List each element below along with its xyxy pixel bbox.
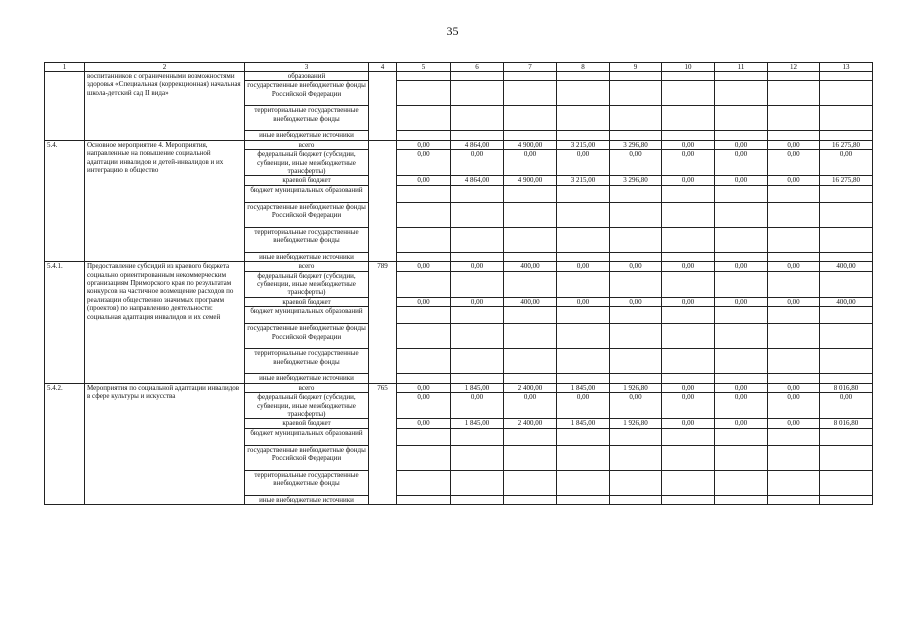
value-cell: [662, 227, 715, 252]
value-cell: [504, 271, 557, 297]
value-cell: [715, 445, 768, 470]
funding-source-cell: бюджет муниципальных образований: [245, 428, 369, 445]
value-cell: 0,00: [662, 176, 715, 185]
value-cell: 0,00: [715, 393, 768, 419]
funding-source-cell: государственные внебюджетные фонды Российской Федерации: [245, 324, 369, 349]
value-cell: [715, 81, 768, 106]
value-cell: 3 215,00: [557, 176, 610, 185]
funding-source-cell: бюджет муниципальных образований: [245, 307, 369, 324]
value-cell: 0,00: [768, 140, 820, 149]
value-cell: [557, 470, 610, 495]
funding-source-cell: федеральный бюджет (субсидии, субвенции, иные межбюджетные трансферты): [245, 150, 369, 176]
table-row: [45, 72, 873, 81]
value-cell: [451, 470, 504, 495]
value-cell: [662, 428, 715, 445]
column-number-header: 9: [610, 63, 662, 72]
funding-source-cell: краевой бюджет: [245, 297, 369, 306]
value-cell: 16 275,80: [820, 140, 873, 149]
row-description-cell: Мероприятия по социальной адаптации инвалидов в сфере культуры и искусства: [85, 383, 245, 504]
value-cell: 0,00: [768, 383, 820, 392]
value-cell: [397, 374, 451, 383]
value-cell: [451, 252, 504, 261]
funding-source-cell: государственные внебюджетные фонды Российской Федерации: [245, 81, 369, 106]
value-cell: [820, 81, 873, 106]
value-cell: 0,00: [397, 140, 451, 149]
value-cell: [397, 470, 451, 495]
value-cell: [610, 81, 662, 106]
value-cell: [451, 202, 504, 227]
value-cell: [504, 202, 557, 227]
value-cell: [451, 349, 504, 374]
value-cell: 0,00: [820, 150, 873, 176]
value-cell: [557, 106, 610, 131]
value-cell: 0,00: [504, 150, 557, 176]
column-number-header: 3: [245, 63, 369, 72]
value-cell: 1 845,00: [557, 419, 610, 428]
value-cell: [504, 470, 557, 495]
value-cell: [768, 324, 820, 349]
value-cell: [715, 324, 768, 349]
value-cell: 0,00: [715, 419, 768, 428]
value-cell: [557, 271, 610, 297]
column-number-header: 6: [451, 63, 504, 72]
table-row: [45, 140, 873, 149]
value-cell: [610, 131, 662, 140]
value-cell: 0,00: [662, 150, 715, 176]
value-cell: [662, 307, 715, 324]
value-cell: [610, 324, 662, 349]
value-cell: 3 296,80: [610, 176, 662, 185]
value-cell: [662, 445, 715, 470]
value-cell: [557, 495, 610, 504]
value-cell: [768, 252, 820, 261]
row-code-cell: 5.4.2.: [45, 383, 85, 504]
value-cell: [715, 227, 768, 252]
value-cell: [397, 202, 451, 227]
value-cell: [768, 131, 820, 140]
value-cell: [451, 307, 504, 324]
value-cell: [610, 470, 662, 495]
row-code-cell: 5.4.: [45, 140, 85, 261]
table-row: [45, 383, 873, 392]
value-cell: 0,00: [557, 150, 610, 176]
value-cell: 1 845,00: [451, 383, 504, 392]
value-cell: [715, 106, 768, 131]
column-number-header: 1: [45, 63, 85, 72]
value-cell: [715, 185, 768, 202]
value-cell: [715, 252, 768, 261]
value-cell: [610, 445, 662, 470]
value-cell: [397, 495, 451, 504]
value-cell: [820, 131, 873, 140]
value-cell: [768, 428, 820, 445]
funding-source-cell: территориальные государственные внебюджетные фонды: [245, 349, 369, 374]
value-cell: [820, 271, 873, 297]
column-number-header: 13: [820, 63, 873, 72]
value-cell: 0,00: [397, 176, 451, 185]
value-cell: [662, 202, 715, 227]
value-cell: [768, 202, 820, 227]
value-cell: [504, 252, 557, 261]
value-cell: 2 400,00: [504, 419, 557, 428]
value-cell: 0,00: [768, 419, 820, 428]
value-cell: 0,00: [662, 297, 715, 306]
funding-source-cell: всего: [245, 140, 369, 149]
value-cell: [662, 324, 715, 349]
value-cell: [557, 349, 610, 374]
value-cell: 0,00: [610, 393, 662, 419]
value-cell: [820, 307, 873, 324]
value-cell: 0,00: [662, 140, 715, 149]
funding-source-cell: всего: [245, 262, 369, 271]
value-cell: 4 864,00: [451, 140, 504, 149]
column-number-header: 12: [768, 63, 820, 72]
value-cell: [610, 495, 662, 504]
value-cell: 0,00: [557, 393, 610, 419]
grbs-cell: 765: [369, 383, 397, 504]
value-cell: [504, 131, 557, 140]
value-cell: 400,00: [820, 262, 873, 271]
value-cell: 0,00: [662, 262, 715, 271]
grbs-cell: 789: [369, 262, 397, 383]
column-number-row: [45, 63, 873, 72]
funding-source-cell: иные внебюджетные источники: [245, 252, 369, 261]
value-cell: 0,00: [715, 297, 768, 306]
value-cell: [715, 470, 768, 495]
value-cell: [504, 185, 557, 202]
value-cell: [397, 252, 451, 261]
value-cell: 0,00: [715, 383, 768, 392]
value-cell: [715, 349, 768, 374]
value-cell: [662, 252, 715, 261]
value-cell: [820, 428, 873, 445]
value-cell: [557, 324, 610, 349]
value-cell: [557, 202, 610, 227]
value-cell: [662, 271, 715, 297]
value-cell: [768, 374, 820, 383]
value-cell: [820, 445, 873, 470]
value-cell: 0,00: [768, 393, 820, 419]
value-cell: [504, 495, 557, 504]
value-cell: 0,00: [715, 176, 768, 185]
funding-source-cell: федеральный бюджет (субсидии, субвенции, иные межбюджетные трансферты): [245, 393, 369, 419]
value-cell: [557, 72, 610, 81]
value-cell: 0,00: [397, 297, 451, 306]
value-cell: [715, 428, 768, 445]
row-description-cell: воспитанников с ограниченными возможностями здоровья «Специальная (коррекционная) начальная школа-детский сад II вида»: [85, 72, 245, 141]
value-cell: [610, 349, 662, 374]
funding-source-cell: всего: [245, 383, 369, 392]
funding-source-cell: государственные внебюджетные фонды Российской Федерации: [245, 445, 369, 470]
value-cell: 400,00: [504, 262, 557, 271]
value-cell: [557, 428, 610, 445]
funding-source-cell: территориальные государственные внебюджетные фонды: [245, 227, 369, 252]
column-number-header: 8: [557, 63, 610, 72]
value-cell: 0,00: [820, 393, 873, 419]
value-cell: 0,00: [610, 262, 662, 271]
value-cell: 3 296,80: [610, 140, 662, 149]
value-cell: [397, 106, 451, 131]
value-cell: [557, 185, 610, 202]
value-cell: [504, 324, 557, 349]
value-cell: [557, 307, 610, 324]
value-cell: [662, 81, 715, 106]
value-cell: 0,00: [610, 297, 662, 306]
value-cell: [820, 185, 873, 202]
row-description-cell: Предоставление субсидий из краевого бюджета социально ориентированным некоммерческим организациям Приморского края по результатам конкурсов на частичное возмещение расходов по реализации общественно значимых программ (проектов) по направлению деятельности: социальная адаптация инвалидов и их семей: [85, 262, 245, 383]
value-cell: [768, 81, 820, 106]
value-cell: [557, 374, 610, 383]
value-cell: [504, 349, 557, 374]
value-cell: 0,00: [504, 393, 557, 419]
value-cell: [820, 374, 873, 383]
value-cell: 3 215,00: [557, 140, 610, 149]
value-cell: [610, 106, 662, 131]
value-cell: [397, 349, 451, 374]
value-cell: [504, 106, 557, 131]
value-cell: [397, 131, 451, 140]
value-cell: [451, 227, 504, 252]
value-cell: [820, 72, 873, 81]
value-cell: [397, 445, 451, 470]
value-cell: 0,00: [557, 297, 610, 306]
value-cell: 0,00: [397, 150, 451, 176]
value-cell: [715, 72, 768, 81]
value-cell: [451, 271, 504, 297]
value-cell: [768, 445, 820, 470]
value-cell: [504, 445, 557, 470]
value-cell: [662, 495, 715, 504]
value-cell: [451, 131, 504, 140]
value-cell: 0,00: [715, 150, 768, 176]
value-cell: 1 845,00: [557, 383, 610, 392]
value-cell: [715, 374, 768, 383]
budget-table: [44, 62, 873, 505]
row-code-cell: 5.4.1.: [45, 262, 85, 383]
value-cell: [662, 131, 715, 140]
value-cell: [768, 470, 820, 495]
funding-source-cell: краевой бюджет: [245, 176, 369, 185]
column-number-header: 4: [369, 63, 397, 72]
value-cell: [451, 81, 504, 106]
funding-source-cell: федеральный бюджет (субсидии, субвенции, иные межбюджетные трансферты): [245, 271, 369, 297]
grbs-cell: [369, 72, 397, 141]
value-cell: [610, 72, 662, 81]
value-cell: 0,00: [768, 262, 820, 271]
value-cell: 0,00: [768, 176, 820, 185]
value-cell: [768, 106, 820, 131]
value-cell: [451, 495, 504, 504]
value-cell: [820, 349, 873, 374]
table-row: [45, 262, 873, 271]
value-cell: 0,00: [610, 150, 662, 176]
value-cell: 1 926,80: [610, 383, 662, 392]
value-cell: [610, 227, 662, 252]
value-cell: [504, 307, 557, 324]
value-cell: [820, 252, 873, 261]
value-cell: [397, 185, 451, 202]
value-cell: [557, 131, 610, 140]
value-cell: 0,00: [397, 419, 451, 428]
value-cell: [397, 324, 451, 349]
value-cell: [610, 271, 662, 297]
value-cell: [662, 470, 715, 495]
value-cell: [451, 324, 504, 349]
value-cell: [610, 428, 662, 445]
funding-source-cell: образований: [245, 72, 369, 81]
grbs-cell: [369, 140, 397, 261]
value-cell: [610, 307, 662, 324]
column-number-header: 2: [85, 63, 245, 72]
value-cell: [768, 495, 820, 504]
value-cell: [557, 445, 610, 470]
value-cell: 0,00: [451, 393, 504, 419]
value-cell: [715, 495, 768, 504]
value-cell: [715, 271, 768, 297]
value-cell: [504, 374, 557, 383]
value-cell: [610, 252, 662, 261]
value-cell: 0,00: [557, 262, 610, 271]
value-cell: [662, 349, 715, 374]
funding-source-cell: иные внебюджетные источники: [245, 131, 369, 140]
value-cell: 0,00: [662, 383, 715, 392]
value-cell: [504, 72, 557, 81]
value-cell: [451, 445, 504, 470]
value-cell: 1 926,80: [610, 419, 662, 428]
value-cell: [451, 428, 504, 445]
value-cell: [662, 106, 715, 131]
column-number-header: 11: [715, 63, 768, 72]
value-cell: [715, 202, 768, 227]
value-cell: [820, 324, 873, 349]
value-cell: 2 400,00: [504, 383, 557, 392]
funding-source-cell: бюджет муниципальных образований: [245, 185, 369, 202]
value-cell: 0,00: [451, 262, 504, 271]
value-cell: [557, 252, 610, 261]
value-cell: 0,00: [768, 297, 820, 306]
value-cell: [768, 307, 820, 324]
row-code-cell: [45, 72, 85, 141]
value-cell: [451, 72, 504, 81]
funding-source-cell: государственные внебюджетные фонды Российской Федерации: [245, 202, 369, 227]
value-cell: [504, 428, 557, 445]
value-cell: 0,00: [451, 297, 504, 306]
value-cell: [768, 185, 820, 202]
value-cell: [820, 227, 873, 252]
value-cell: 8 016,80: [820, 383, 873, 392]
value-cell: 16 275,80: [820, 176, 873, 185]
value-cell: 4 900,00: [504, 176, 557, 185]
funding-source-cell: иные внебюджетные источники: [245, 495, 369, 504]
funding-source-cell: территориальные государственные внебюджетные фонды: [245, 106, 369, 131]
value-cell: [820, 202, 873, 227]
value-cell: 8 016,80: [820, 419, 873, 428]
value-cell: 0,00: [715, 140, 768, 149]
value-cell: [662, 374, 715, 383]
value-cell: [768, 227, 820, 252]
value-cell: [451, 185, 504, 202]
value-cell: 0,00: [397, 383, 451, 392]
row-description-cell: Основное мероприятие 4. Мероприятия, направленные на повышение социальной адаптации инвалидов и детей-инвалидов и их интеграцию в общество: [85, 140, 245, 261]
value-cell: [451, 374, 504, 383]
value-cell: [820, 495, 873, 504]
funding-source-cell: иные внебюджетные источники: [245, 374, 369, 383]
value-cell: [820, 470, 873, 495]
column-number-header: 7: [504, 63, 557, 72]
value-cell: [610, 202, 662, 227]
funding-source-cell: территориальные государственные внебюджетные фонды: [245, 470, 369, 495]
value-cell: 0,00: [662, 393, 715, 419]
column-number-header: 10: [662, 63, 715, 72]
page-number: 35: [446, 24, 459, 38]
value-cell: [820, 106, 873, 131]
value-cell: [768, 271, 820, 297]
value-cell: 0,00: [662, 419, 715, 428]
value-cell: 4 864,00: [451, 176, 504, 185]
value-cell: 4 900,00: [504, 140, 557, 149]
value-cell: [610, 185, 662, 202]
funding-source-cell: краевой бюджет: [245, 419, 369, 428]
value-cell: 0,00: [397, 393, 451, 419]
column-number-header: 5: [397, 63, 451, 72]
value-cell: 0,00: [768, 150, 820, 176]
value-cell: [768, 349, 820, 374]
value-cell: [451, 106, 504, 131]
value-cell: 0,00: [397, 262, 451, 271]
value-cell: [662, 185, 715, 202]
value-cell: 1 845,00: [451, 419, 504, 428]
value-cell: [768, 72, 820, 81]
value-cell: [397, 307, 451, 324]
value-cell: 0,00: [451, 150, 504, 176]
value-cell: [715, 131, 768, 140]
value-cell: [557, 227, 610, 252]
value-cell: [662, 72, 715, 81]
value-cell: 400,00: [504, 297, 557, 306]
value-cell: [397, 81, 451, 106]
value-cell: [715, 307, 768, 324]
value-cell: [397, 428, 451, 445]
value-cell: 0,00: [715, 262, 768, 271]
value-cell: [504, 81, 557, 106]
value-cell: 400,00: [820, 297, 873, 306]
value-cell: [397, 271, 451, 297]
value-cell: [504, 227, 557, 252]
value-cell: [397, 227, 451, 252]
value-cell: [397, 72, 451, 81]
value-cell: [557, 81, 610, 106]
value-cell: [610, 374, 662, 383]
